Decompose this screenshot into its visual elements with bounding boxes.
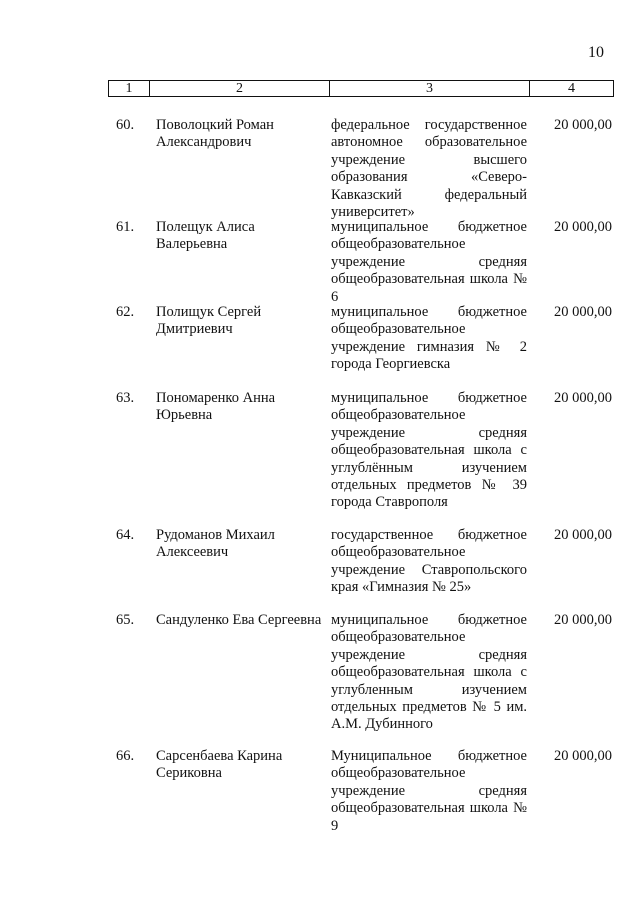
award-amount: 20 000,00: [554, 390, 612, 406]
recipient-name: Полищук Сергей Дмитриевич: [156, 304, 262, 338]
recipient-name: Пономаренко Анна Юрьевна: [156, 390, 276, 424]
row-number: 60.: [116, 117, 135, 133]
page-number: 10: [588, 44, 604, 61]
recipient-name: Полещук Алиса Валерьевна: [156, 219, 255, 253]
organization-name: государственное бюджетное общеобразовательное учреждение Ставропольского края «Гимназия № 25»: [331, 527, 527, 596]
recipient-name: Сарсенбаева Карина Сериковна: [156, 748, 283, 782]
organization-name: муниципальное бюджетное общеобразовательное учреждение гимназия № 2 города Георгиевска: [331, 304, 527, 373]
organization-name: муниципальное бюджетное общеобразовательное учреждение средняя общеобразовательная школа № 6: [331, 219, 527, 305]
row-number: 62.: [116, 304, 135, 320]
award-amount: 20 000,00: [554, 117, 612, 133]
table-header-row: [108, 80, 614, 97]
recipient-name: Сандуленко Ева Сергеевна: [156, 612, 322, 628]
column-header-4: 4: [529, 81, 613, 96]
award-amount: 20 000,00: [554, 527, 612, 543]
recipient-name: Поволоцкий Роман Александрович: [156, 117, 274, 151]
organization-name: федеральное государственное автономное образовательное учреждение высшего образования «Северо-Кавказский федеральный университет»: [331, 117, 527, 221]
column-header-3: 3: [329, 81, 529, 96]
organization-name: муниципальное бюджетное общеобразовательное учреждение средняя общеобразовательная школа с углубленным изучением отдельных предметов № 5 им. А.М. Дубинного: [331, 612, 527, 733]
award-amount: 20 000,00: [554, 304, 612, 320]
organization-name: муниципальное бюджетное общеобразовательное учреждение средняя общеобразовательная школа с углублённым изучением отдельных предметов № 39 города Ставрополя: [331, 390, 527, 511]
column-header-1: 1: [125, 80, 133, 96]
row-number: 65.: [116, 612, 135, 628]
award-amount: 20 000,00: [554, 748, 612, 764]
organization-name: Муниципальное бюджетное общеобразовательное учреждение средняя общеобразовательная школа № 9: [331, 748, 527, 834]
row-number: 66.: [116, 748, 135, 764]
row-number: 63.: [116, 390, 135, 406]
column-header-2: 2: [149, 81, 329, 96]
award-amount: 20 000,00: [554, 612, 612, 628]
row-number: 61.: [116, 219, 135, 235]
award-amount: 20 000,00: [554, 219, 612, 235]
recipient-name: Рудоманов Михаил Алексеевич: [156, 527, 275, 561]
row-number: 64.: [116, 527, 135, 543]
